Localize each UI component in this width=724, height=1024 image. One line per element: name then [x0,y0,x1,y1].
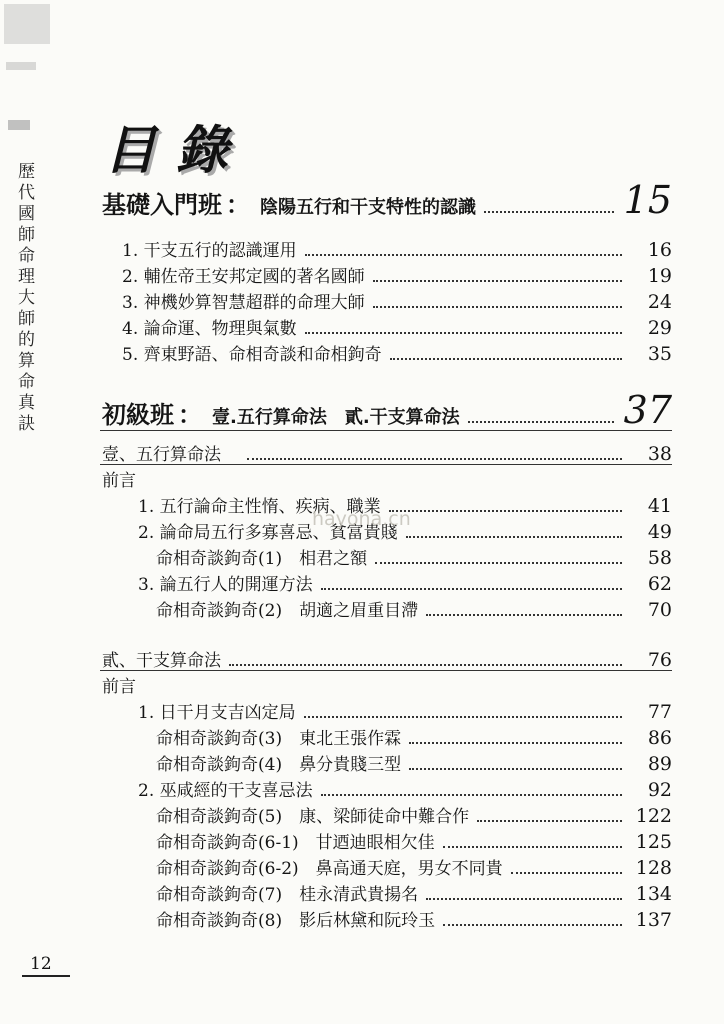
scan-smudge [4,4,50,44]
dot-leader [426,614,622,616]
toc-entry-page: 92 [647,779,672,801]
toc-entry-page: 16 [647,239,672,261]
toc-entry [122,262,672,287]
dot-leader [406,536,622,538]
toc-entry-page: 41 [647,495,672,517]
section-title: 初級班 [102,401,174,429]
toc-entry [122,340,672,365]
toc-entry-page: 125 [635,831,672,853]
toc-entry [156,854,672,879]
toc-entry [122,288,672,313]
page-title: 目錄 [104,121,249,181]
toc-entry-page: 29 [647,317,672,339]
toc-entry-label: 命相奇談鉤奇(6-2) 鼻高通天庭，男女不同貴 [156,859,503,879]
dot-leader [304,716,622,718]
section-subtitle: 壹.五行算命法 貳.干支算命法 [212,407,460,428]
toc-entry-page: 134 [635,883,672,905]
toc-entry-page: 58 [647,547,672,569]
dot-leader [468,421,614,423]
toc-entry-label: 命相奇談鉤奇(2) 胡適之眉重目滯 [156,601,419,621]
toc-entry [156,750,672,775]
footer-rule [22,975,70,977]
preface-label [102,466,136,491]
section-page-number: 15 [623,178,672,222]
preface-label [102,672,136,697]
dot-leader [484,211,614,213]
section-heading [102,388,672,432]
toc-entry [156,802,672,827]
toc-entry [156,880,672,905]
toc-entry-page: 128 [635,857,672,879]
scan-smudge [8,120,30,130]
toc-entry-label: 命相奇談鉤奇(6-1) 甘迺迪眼相欠佳 [156,833,435,853]
dot-leader [409,768,622,770]
toc-entry-label: 1. 干支五行的認識運用 [122,241,297,261]
part-rule [100,464,672,465]
side-title-char: 歷 [18,162,36,182]
toc-entry [156,724,672,749]
toc-entry-label: 5. 齊東野語、命相奇談和命相鉤奇 [122,345,382,365]
side-title-char: 師 [18,225,36,245]
toc-entry-label: 1. 日干月支吉凶定局 [138,703,296,723]
toc-entry-label: 命相奇談鉤奇(7) 桂永清武貴揚名 [156,885,419,905]
toc-entry-label: 2. 輔佐帝王安邦定國的著名國師 [122,267,365,287]
toc-entry-page: 122 [635,805,672,827]
toc-entry [156,906,672,931]
preface-text: 前言 [102,471,136,491]
section-heading [102,178,672,222]
section-title: 基礎入門班 [102,191,222,219]
side-title-char: 師 [18,309,36,329]
side-title-char: 的 [18,330,36,350]
side-title-char: 訣 [18,414,36,434]
section-page-number: 37 [623,388,672,432]
toc-entry [156,544,672,569]
toc-entry-label: 命相奇談鉤奇(1) 相君之額 [156,549,368,569]
dot-leader [321,794,622,796]
toc-entry-page: 62 [647,573,672,595]
toc-entry-page: 49 [647,521,672,543]
dot-leader [443,846,622,848]
dot-leader [443,924,622,926]
toc-entry-label: 命相奇談鉤奇(8) 影后林黛和阮玲玉 [156,911,436,931]
dot-leader [373,280,622,282]
part-title: 壹、五行算命法 [102,445,221,465]
preface-text: 前言 [102,677,136,697]
section-colon: ： [178,401,202,429]
dot-leader [305,254,622,256]
side-title-char: 理 [18,267,36,287]
part-heading [102,440,672,465]
toc-entry-label: 命相奇談鉤奇(5) 康、梁師徒命中難合作 [156,807,470,827]
side-title-char: 算 [18,351,36,371]
section-rule [100,430,672,431]
side-title-char: 命 [18,246,36,266]
toc-entry-page: 86 [647,727,672,749]
toc-entry-label: 4. 論命運、物理與氣數 [122,319,297,339]
part-page: 38 [647,443,672,465]
toc-entry-label: 3. 論五行人的開運方法 [138,575,313,595]
toc-entry [138,698,672,723]
part-title: 貳、干支算命法 [102,651,221,671]
part-page: 76 [647,649,672,671]
dot-leader [321,588,622,590]
dot-leader [511,872,622,874]
toc-entry [156,596,672,621]
toc-entry-label: 2. 巫咸經的干支喜忌法 [138,781,313,801]
section-colon: ： [226,191,250,219]
dot-leader [409,742,622,744]
side-title-char: 國 [18,204,36,224]
toc-entry [138,776,672,801]
dot-leader [247,458,622,460]
toc-entry-page: 35 [647,343,672,365]
side-book-title [16,162,38,435]
toc-entry [138,570,672,595]
side-title-char: 命 [18,372,36,392]
page-number: 12 [30,954,52,974]
dot-leader [477,820,622,822]
watermark-text: hayona.cn [312,508,411,530]
toc-entry-label: 2. 論命局五行多寡喜忌、貧富貴賤 [138,523,398,543]
toc-entry-page: 19 [647,265,672,287]
toc-entry-label: 命相奇談鉤奇(4) 鼻分貴賤三型 [156,755,402,775]
side-title-char: 真 [18,393,36,413]
dot-leader [229,664,622,666]
toc-entry-label: 1. 五行論命主性惰、疾病、職業 [138,497,381,517]
scan-smudge [6,62,36,70]
toc-entry [122,236,672,261]
toc-entry-page: 77 [647,701,672,723]
toc-entry-page: 89 [647,753,672,775]
toc-entry-page: 70 [647,599,672,621]
side-title-char: 代 [18,183,36,203]
toc-entry-page: 137 [635,909,672,931]
dot-leader [426,898,622,900]
toc-entry-label: 3. 神機妙算智慧超群的命理大師 [122,293,365,313]
dot-leader [375,562,622,564]
dot-leader [390,358,622,360]
dot-leader [389,510,622,512]
dot-leader [373,306,622,308]
toc-entry [156,828,672,853]
toc-entry [122,314,672,339]
dot-leader [305,332,622,334]
part-rule [100,670,672,671]
part-heading [102,646,672,671]
toc-entry-label: 命相奇談鉤奇(3) 東北王張作霖 [156,729,402,749]
toc-entry-page: 24 [647,291,672,313]
side-title-char: 大 [18,288,36,308]
section-subtitle: 陰陽五行和干支特性的認識 [260,197,476,218]
